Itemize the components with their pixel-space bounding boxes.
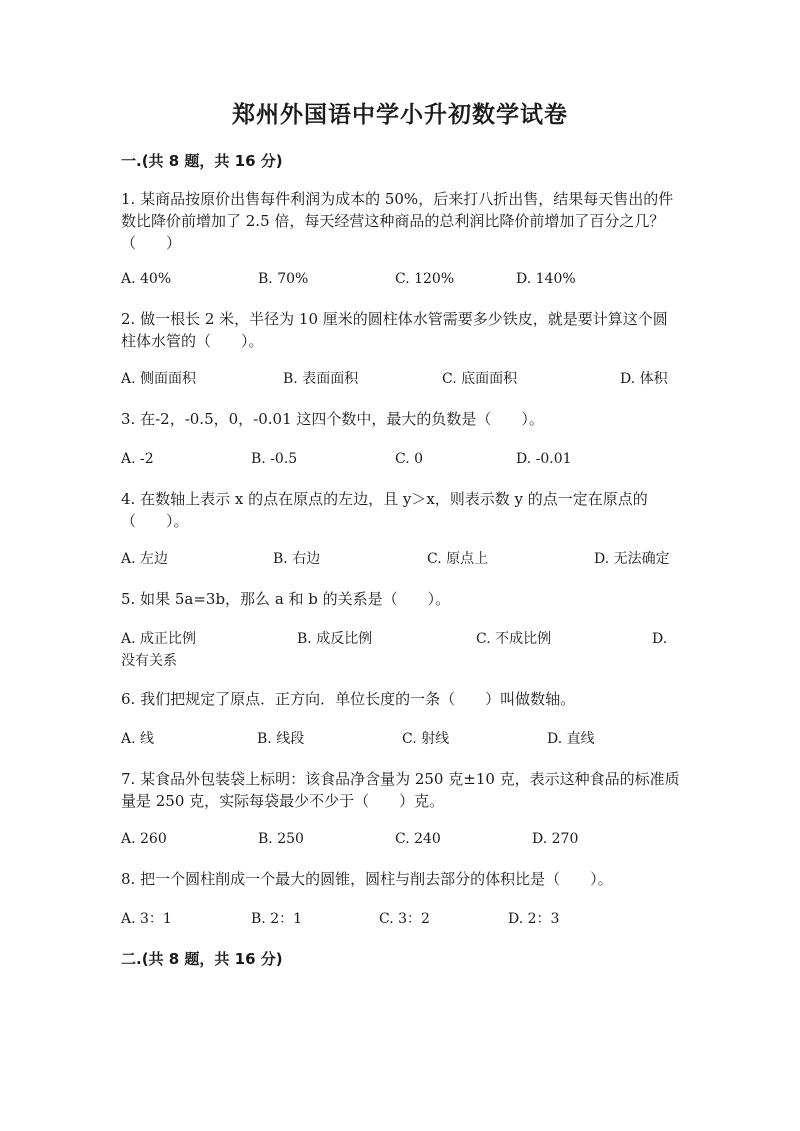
option-a: A. 260 [121,831,167,847]
question-3: 3. 在-2，-0.5，0，-0.01 这四个数中，最大的负数是（ ）。 [121,410,544,428]
options-q5 [121,628,681,672]
option-d: D. -0.01 [516,451,572,467]
option-b: B. 250 [258,831,304,847]
question-7: 7. 某食品外包装袋上标明：该食品净含量为 250 克±10 克，表示这种食品的标准质量是 250 克，实际每袋最少不少于（ ）克。 [121,770,680,810]
question-8: 8. 把一个圆柱削成一个最大的圆锥，圆柱与削去部分的体积比是（ ）。 [121,870,613,888]
option-a: A. 3：1 [121,911,172,927]
option-a: A. 40% [121,271,172,287]
option-c: C. 120% [395,271,455,287]
question-6: 6. 我们把规定了原点．正方向．单位长度的一条（ ）叫做数轴。 [121,690,576,708]
option-b: B. 线段 [257,731,305,747]
option-b: B. 2：1 [251,911,303,927]
option-d: D. 2：3 [508,911,560,927]
option-c: C. 不成比例 [476,631,552,647]
section-heading-2: 二.(共 8 题，共 16 分) [121,950,283,968]
option-d: D. 270 [532,831,579,847]
options-q3 [121,448,681,470]
option-c: C. 射线 [402,731,450,747]
option-c: C. 底面面积 [442,371,518,387]
option-d: D. 140% [516,271,576,287]
option-a: A. -2 [121,451,154,467]
question-1: 1. 某商品按原价出售每件利润为成本的 50%，后来打八折出售，结果每天售出的件数比降价前增加了 2.5 倍，每天经营这种商品的总利润比降价前增加了百分之几？（ ） [121,190,674,252]
options-q1 [121,268,681,290]
option-d: D. 无法确定 [594,551,670,567]
question-2: 2. 做一根长 2 米，半径为 10 厘米的圆柱体水管需要多少铁皮，就是要计算这个圆柱体水管的（ ）。 [121,310,668,350]
option-c: C. 240 [395,831,441,847]
option-a: A. 成正比例 [121,631,197,647]
option-a: A. 左边 [121,551,169,567]
option-a: A. 侧面面积 [121,371,197,387]
option-c: C. 原点上 [427,551,489,567]
option-b: B. -0.5 [251,451,298,467]
options-q2 [121,368,681,390]
question-4: 4. 在数轴上表示 x 的点在原点的左边，且 y＞x，则表示数 y 的点一定在原点的（ ）。 [121,490,648,530]
question-5: 5. 如果 5a=3b，那么 a 和 b 的关系是（ ）。 [121,590,451,608]
option-d: D. 体积 [620,371,668,387]
options-q6 [121,728,681,750]
option-b: B. 右边 [273,551,321,567]
option-b: B. 表面面积 [283,371,359,387]
option-a: A. 线 [121,731,155,747]
page-title: 郑州外国语中学小升初数学试卷 [232,102,568,128]
option-b: B. 70% [258,271,309,287]
option-c: C. 3：2 [379,911,430,927]
options-q4 [121,548,681,570]
option-d: D. 直线 [547,731,595,747]
option-d: D. 没有关系 [121,631,668,669]
options-q8 [121,908,681,930]
section-heading-1: 一.(共 8 题，共 16 分) [121,152,283,170]
option-b: B. 成反比例 [297,631,373,647]
option-c: C. 0 [395,451,424,467]
options-q7 [121,828,681,850]
